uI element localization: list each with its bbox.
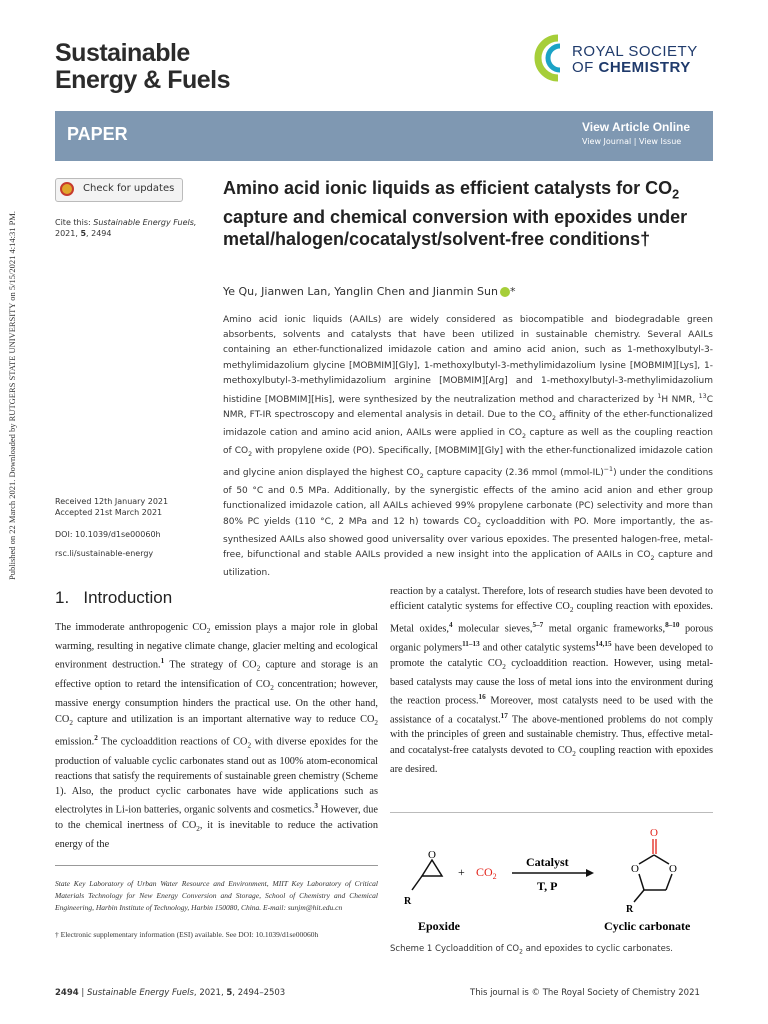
footnote-divider	[55, 865, 378, 866]
journal-link[interactable]: rsc.li/sustainable-energy	[55, 549, 154, 558]
abstract: Amino acid ionic liquids (AAILs) are widely considered as biocompatible and biodegradable green absorbents, solvents and catalysts that have been utilized in sustainable chemistry. Several AAILs containing an ether-functionalized imidazole cation and amino acid anion, such as 1-methoxylbutyl-3-methylimidazolium glycine [MOBMIM][Gly], 1-methoxylbutyl-3-methylimidazolium lysine [MOBMIM][Lys], 1-methoxylbutyl-3-methylimidazolium arginine [MOBMIM][Arg] and 1-methoxylbutyl-3-methylimidazolium histidine [MOBMIM][His], were synthesized by the neutralization method and characterized by $^1$H NMR, $^{13}$C NMR, FT-IR spectroscopy and elemental analysis in detail. Due to the $CO_2$ affinity of the ether-functionalized imidazole cation and amino acid anion, AAILs were applied in $CO_2$ capture as well as the coupling reaction of $CO_2$ with propylene oxide (PO). Specifically, [MOBMIM][Gly] with the ether-functionalized imidazole cation and glycine anion displayed the highest $CO_2$ capture capacity (2.36 mmol (mmol-IL)$^{-1}$) under the conditions of 50 °C and 0.5 MPa. Additionally, by the synergistic effects of the amino acid anion and ether group functionalized imidazole cation, all AAILs achieved 99% propylene carbonate (PC) selectivity and more than 80% PC yields (110 °C, 2 MPa and 12 h) towards $CO_2$ cycloaddition with PO. More importantly, the as-synthesized AAILs also showed good universality over various epoxides. The presented halogen-free, metal-free, bifunctional and stable AAILs provided a new insight into the application of AAILs in $CO_2$ capture and utilization.	[223, 315, 713, 578]
cyclic-carbonate-label: Cyclic carbonate	[604, 919, 691, 933]
epoxide-r-group: R	[404, 896, 412, 907]
epoxide-structure	[404, 849, 442, 907]
check-for-updates-label[interactable]: Check for updates	[83, 183, 175, 194]
plus-sign: +	[458, 865, 465, 879]
ring-oxygen-left: O	[631, 863, 639, 875]
esi-footnote: † Electronic supplementary information (ESI) available. See DOI: 10.1039/d1se00060h	[55, 930, 319, 939]
download-stamp: Published on 22 March 2021. Downloaded by RUTGERS STATE UNIVERSITY on 5/15/2021 4:14:31 PM.	[7, 211, 17, 580]
carbonate-r-group: R	[626, 904, 634, 915]
publisher-name-line2: OF CHEMISTRY	[572, 59, 691, 76]
co2-label: $CO_2$	[476, 865, 497, 881]
article-type-label: PAPER	[67, 124, 128, 144]
article-type-bar	[55, 111, 713, 161]
intro-paragraph-right: reaction by a catalyst. Therefore, lots of research studies have been devoted to efficient catalytic systems for effective $CO_2$ coupling reaction with epoxides. Metal oxides,$^4$ molecular sieves,$^{5-7}$ metal organic frameworks,$^{8-10}$ porous organic polymers$^{11-13}$ and other catalytic systems$^{14,15}$ have been developed to promote the catalytic $CO_2$ cycloaddition reaction. However, using metal-based catalysts may cause the loss of metal ions into the environment during the reaction process.$^{16}$ Moreover, most catalysts need to be used with the assistance of a cocatalyst.$^{17}$ The above-mentioned problems do not comply with the principles of green and sustainable chemistry. Thus, effective metal- and cocatalyst-free catalysts devoted to $CO_2$ coupling reaction with epoxides are desired.	[390, 586, 713, 775]
intro-paragraph-left: The immoderate anthropogenic $CO_2$ emission plays a major role in global warming, resulting in negative climate change, glacier melting and ecological environment destruction.$^1$ The strategy of $CO_2$ capture and storage is an effective option to retard the intensification of $CO_2$ concentration; however, massive energy consumption hinders the practical use. On the other hand, $CO_2$ capture and utilization is an important alternative way to reduce $CO_2$ emission.$^2$ The cycloaddition reactions of $CO_2$ with diverse epoxides for the production of valuable cyclic carbonates stand out as 100% atom-economical reactions that satisfy the requirements of sustainable green chemistry (Scheme 1). Also, the product cyclic carbonates have wide applications such as electrolytes in Li-ion batteries, organic solvents and cosmetics.$^3$ However, due to the chemical inertness of $CO_2$, it is inevitable to reduce the activation energy of the	[55, 622, 378, 850]
affiliation-footnote: State Key Laboratory of Urban Water Resource and Environment, MIIT Key Laboratory of Critical Materials Technology for New Energy Conversion and Storage, School of Chemistry and Chemical Engineering, Harbin Institute of Technology, Harbin 150080, China. E-mail: sunjm@hit.edu.cn	[55, 879, 378, 912]
orcid-icon[interactable]	[500, 287, 510, 297]
article-title: Amino acid ionic liquids as efficient catalysts for $CO_2$ capture and chemical conversion with epoxides under metal/halogen/cocatalyst/solvent-free conditions†	[223, 178, 688, 249]
view-journal-issue-links[interactable]: View Journal | View Issue	[582, 137, 682, 146]
conditions-label: T, P	[537, 879, 558, 893]
ring-oxygen-right: O	[669, 863, 677, 875]
citation-info: Cite this: Sustainable Energy Fuels, 2021, 5, 2494	[55, 218, 197, 238]
scheme-divider	[390, 812, 713, 813]
catalyst-label: Catalyst	[526, 855, 569, 869]
carbonyl-oxygen: O	[650, 827, 658, 839]
doi-label: DOI: 10.1039/d1se00060h	[55, 530, 161, 539]
scheme-1-figure	[390, 818, 715, 940]
arrow-head-icon	[586, 869, 594, 877]
section-heading: 1. Introduction	[55, 588, 173, 607]
view-article-online-link[interactable]: View Article Online	[582, 120, 691, 134]
author-list: Ye Qu, Jianwen Lan, Yanglin Chen and Jianmin Sun *	[223, 285, 516, 298]
journal-title: Sustainable Energy & Fuels	[55, 39, 230, 94]
crossmark-icon	[60, 182, 74, 196]
publisher-name-line1: ROYAL SOCIETY	[572, 43, 698, 60]
scheme-caption: Scheme 1 Cycloaddition of $CO_2$ and epoxides to cyclic carbonates.	[390, 944, 673, 956]
epoxide-oxygen: O	[428, 849, 436, 861]
page-footer-citation: 2494 | Sustainable Energy Fuels, 2021, 5, 2494–2503	[55, 988, 286, 998]
rsc-logo-icon	[528, 32, 572, 84]
epoxide-label: Epoxide	[418, 919, 461, 933]
received-accepted-dates: Received 12th January 2021 Accepted 21st March 2021	[55, 497, 169, 517]
cyclic-carbonate-structure	[626, 827, 677, 915]
page-footer-copyright: This journal is © The Royal Society of Chemistry 2021	[470, 988, 700, 998]
